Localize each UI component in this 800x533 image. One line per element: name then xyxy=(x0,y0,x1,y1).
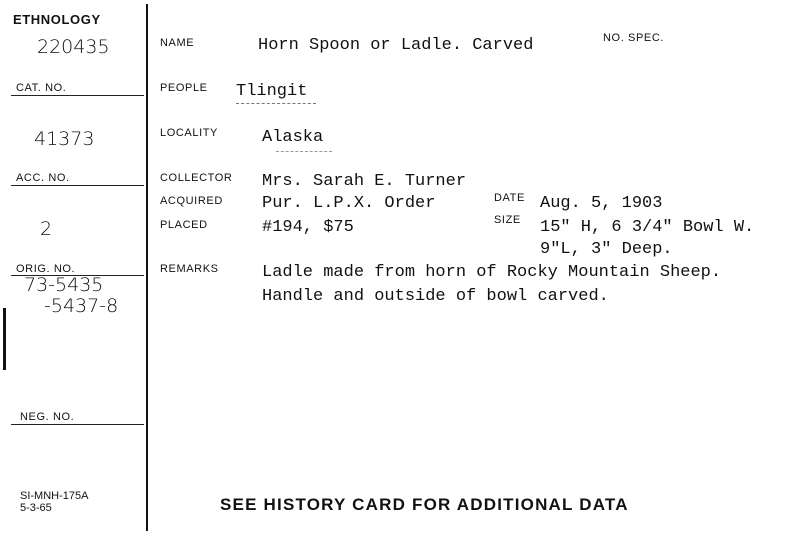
placed-number: 2 xyxy=(40,218,53,240)
remarks-label: REMARKS xyxy=(160,263,219,275)
placed-value: #194, $75 xyxy=(262,218,354,237)
locality-label: LOCALITY xyxy=(160,127,218,139)
orig-number-line-1: 73-5435 xyxy=(24,274,104,296)
history-card-note: SEE HISTORY CARD FOR ADDITIONAL DATA xyxy=(220,495,629,514)
form-date: 5-3-65 xyxy=(20,502,52,514)
people-value: Tlingit xyxy=(236,82,308,101)
neg-no-rule xyxy=(11,424,144,425)
date-value: Aug. 5, 1903 xyxy=(540,194,663,213)
form-id: SI-MNH-175A xyxy=(20,490,89,502)
name-value: Horn Spoon or Ladle. Carved xyxy=(258,36,534,55)
collector-label: COLLECTOR xyxy=(160,172,233,184)
remarks-value-line-2: Handle and outside of bowl carved. xyxy=(262,287,609,306)
orig-no-label: ORIG. NO. xyxy=(16,263,76,275)
locality-underline xyxy=(276,151,332,152)
acquired-value: Pur. L.P.X. Order xyxy=(262,194,436,213)
no-spec-label: NO. SPEC. xyxy=(603,32,665,44)
acc-no-rule xyxy=(11,185,144,186)
people-label: PEOPLE xyxy=(160,82,208,94)
cat-no-rule xyxy=(11,95,144,96)
orig-number-line-2: -5437-8 xyxy=(44,295,119,317)
accession-number: 41373 xyxy=(34,128,95,150)
size-value-line-2: 9"L, 3" Deep. xyxy=(540,240,673,259)
size-value-line-1: 15" H, 6 3/4" Bowl W. xyxy=(540,218,755,237)
margin-mark xyxy=(3,308,6,370)
column-divider xyxy=(146,4,148,531)
acquired-label: ACQUIRED xyxy=(160,195,223,207)
remarks-value-line-1: Ladle made from horn of Rocky Mountain Sheep. xyxy=(262,263,722,282)
locality-value: Alaska xyxy=(262,128,324,147)
name-label: NAME xyxy=(160,37,195,49)
size-label: SIZE xyxy=(494,214,521,226)
date-label: DATE xyxy=(494,192,525,204)
cat-no-label: CAT. NO. xyxy=(16,82,67,94)
neg-no-label: NEG. NO. xyxy=(20,411,75,423)
acc-no-label: ACC. NO. xyxy=(16,172,70,184)
catalog-number: 220435 xyxy=(37,36,110,58)
collector-value: Mrs. Sarah E. Turner xyxy=(262,172,467,191)
department-label: ETHNOLOGY xyxy=(13,12,101,27)
people-underline xyxy=(236,103,316,104)
placed-label: PLACED xyxy=(160,219,208,231)
